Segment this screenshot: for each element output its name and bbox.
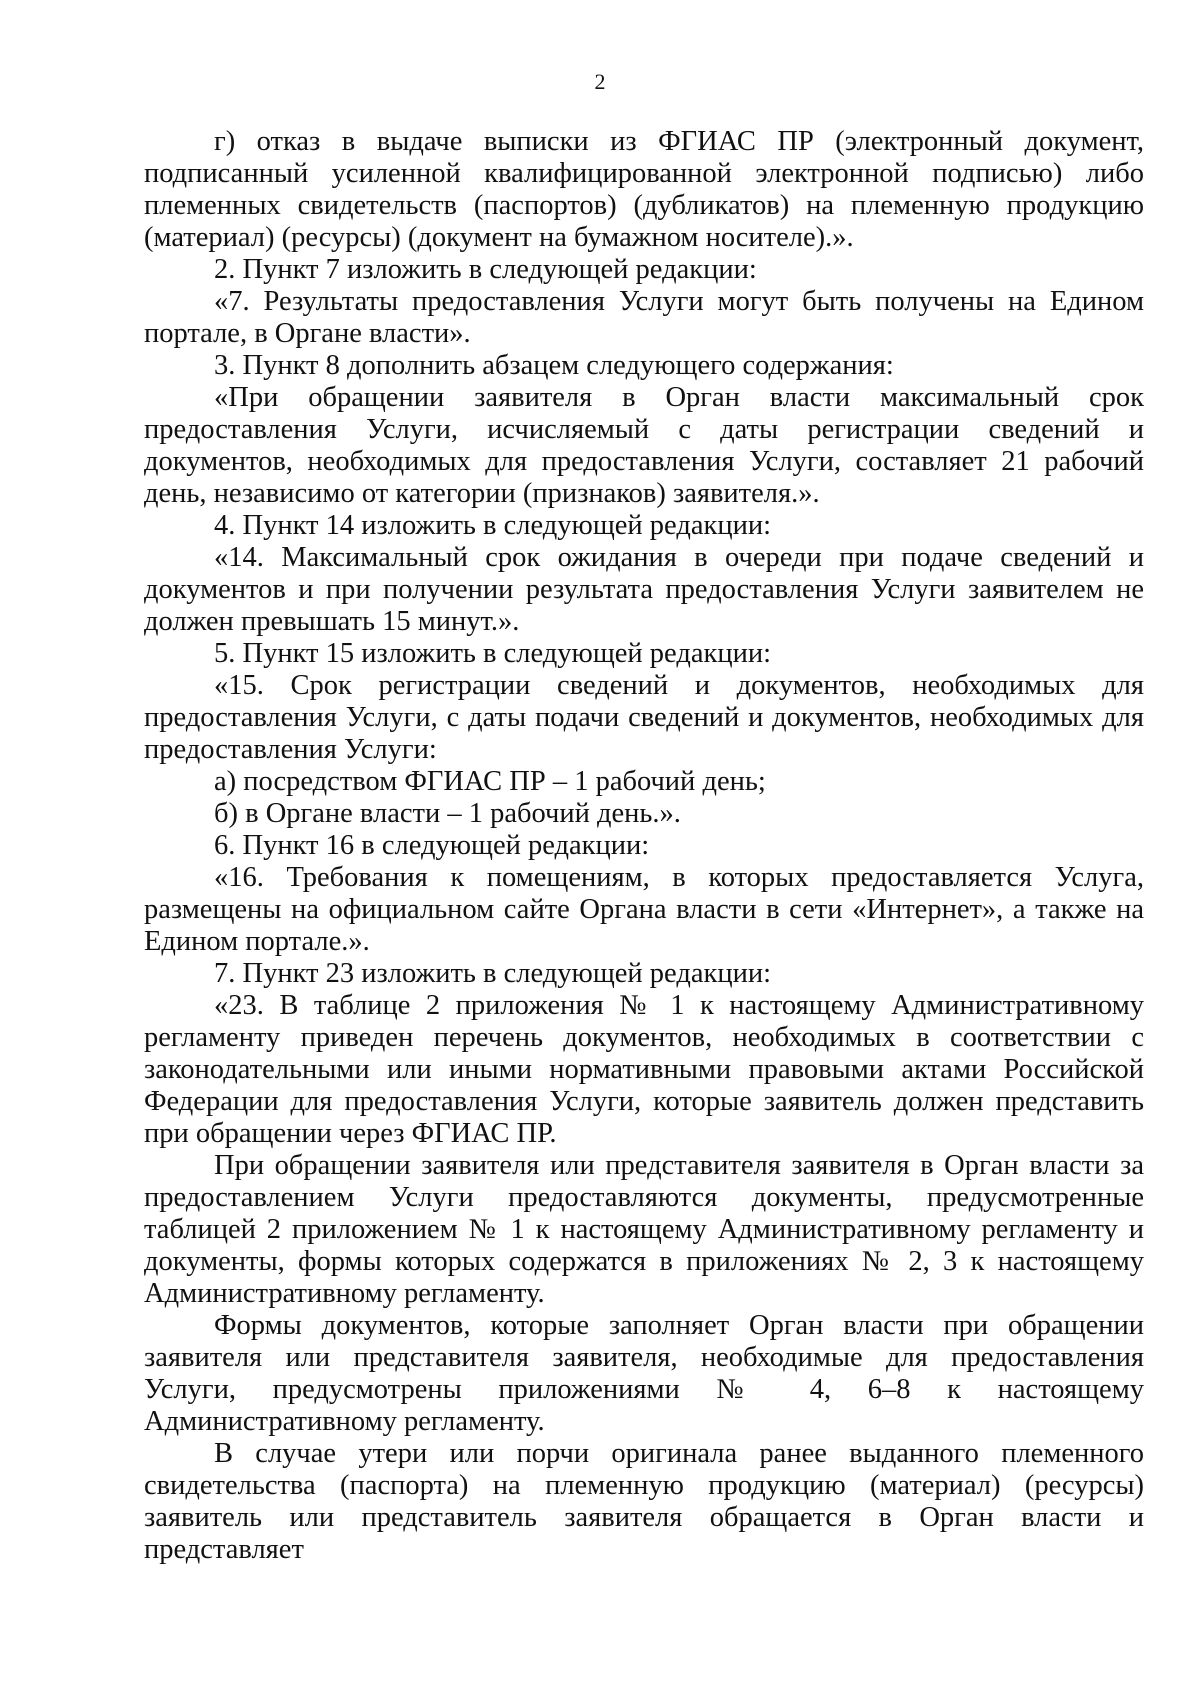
paragraph-item-3: 3. Пункт 8 дополнить абзацем следующего содержания: [214, 350, 894, 381]
paragraph-document-forms: Формы документов, которые заполняет Орган власти при обращении заявителя или представителя заявителя, необходимые для предоставления Услуги, предусмотрены приложениями № 4, 6–8 к настоящему Административному регламенту. [144, 1310, 1144, 1437]
paragraph-item-7: 7. Пункт 23 изложить в следующей редакции: [214, 958, 771, 989]
paragraph-subitem-a: а) посредством ФГИАС ПР – 1 рабочий день; [214, 766, 766, 797]
paragraph-documents-in-authority: При обращении заявителя или представителя заявителя в Орган власти за предоставлением Услуги предоставляются документы, предусмотренные таблицей 2 приложением № 1 к настоящему Административному регламенту и документы, формы которых содержатся в приложениях № 2, 3 к настоящему Административному регламенту. [144, 1150, 1144, 1309]
paragraph-item-4: 4. Пункт 14 изложить в следующей редакции: [214, 510, 771, 541]
paragraph-item-2: 2. Пункт 7 изложить в следующей редакции: [214, 254, 757, 285]
paragraph-point-15-text: «15. Срок регистрации сведений и документов, необходимых для предоставления Услуги, с даты подачи сведений и документов, необходимых для предоставления Услуги: [144, 670, 1144, 765]
paragraph-subitem-b: б) в Органе власти – 1 рабочий день.». [214, 798, 681, 829]
paragraph-item-6: 6. Пункт 16 в следующей редакции: [214, 830, 650, 861]
paragraph-subitem-g: г) отказ в выдаче выписки из ФГИАС ПР (электронный документ, подписанный усиленной квалифицированной электронной подписью) либо племенных свидетельств (паспортов) (дубликатов) на племенную продукцию (материал) (ресурсы) (документ на бумажном носителе).». [144, 126, 1144, 253]
page-number: 2 [594, 69, 606, 94]
paragraph-point-8-text: «При обращении заявителя в Орган власти максимальный срок предоставления Услуги, исчисляемый с даты регистрации сведений и документов, необходимых для предоставления Услуги, составляет 21 рабочий день, независимо от категории (признаков) заявителя.». [144, 382, 1144, 509]
paragraph-point-14-text: «14. Максимальный срок ожидания в очереди при подаче сведений и документов и при получении результата предоставления Услуги заявителем не должен превышать 15 минут.». [144, 542, 1144, 637]
paragraph-item-5: 5. Пункт 15 изложить в следующей редакции: [214, 638, 771, 669]
paragraph-lost-certificate: В случае утери или порчи оригинала ранее выданного племенного свидетельства (паспорта) на племенную продукцию (материал) (ресурсы) заявитель или представитель заявителя обращается в Орган власти и представляет [144, 1438, 1144, 1565]
paragraph-point-16-text: «16. Требования к помещениям, в которых предоставляется Услуга, размещены на официальном сайте Органа власти в сети «Интернет», а также на Едином портале.». [144, 862, 1144, 957]
paragraph-point-23-text: «23. В таблице 2 приложения № 1 к настоящему Административному регламенту приведен перечень документов, необходимых в соответствии с законодательными или иными нормативными правовыми актами Российской Федерации для предоставления Услуги, которые заявитель должен представить при обращении через ФГИАС ПР. [144, 990, 1144, 1149]
paragraph-point-7-text: «7. Результаты предоставления Услуги могут быть получены на Едином портале, в Органе власти». [144, 286, 1144, 349]
document-body [144, 126, 1144, 1566]
